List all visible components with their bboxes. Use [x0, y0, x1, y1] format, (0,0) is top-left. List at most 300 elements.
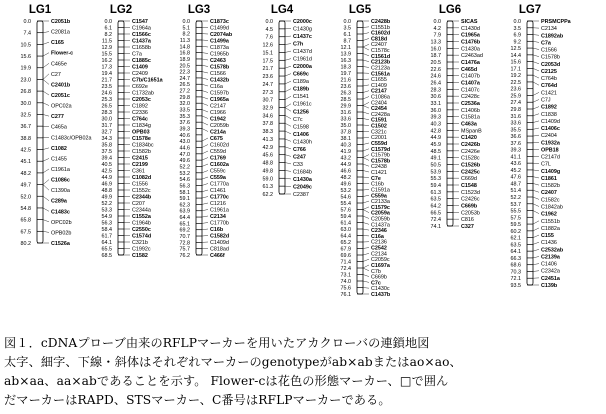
marker-connector: [202, 184, 208, 186]
marker-connector: [533, 41, 539, 42]
marker-connector: [363, 229, 369, 230]
marker-connector: [533, 177, 539, 178]
position-label: 65.1: [179, 221, 190, 228]
position-label: 44.9: [101, 175, 112, 181]
position-label: 40.6: [179, 132, 190, 139]
position-label: 7.4: [23, 30, 31, 37]
marker-label: C2407: [541, 190, 557, 197]
position-label: 53.2: [340, 188, 351, 194]
marker-connector: [43, 53, 49, 56]
position-label: 72.8: [179, 240, 190, 247]
position-label: 33.1: [430, 101, 441, 107]
marker-connector: [363, 253, 369, 255]
position-label: 36.0: [430, 107, 441, 114]
marker-label: C1684b: [293, 169, 312, 176]
marker-label: C27: [51, 71, 61, 78]
marker-connector: [533, 271, 539, 272]
marker-connector: [285, 139, 291, 141]
position-label: 40.3: [340, 142, 351, 149]
marker-label: C321b: [132, 240, 148, 246]
marker-connector: [202, 116, 208, 119]
position-label: 54.8: [20, 205, 31, 212]
marker-connector: [533, 183, 539, 185]
position-label: 53.9: [430, 169, 441, 176]
marker-label: C1437a: [371, 222, 390, 229]
position-label: 19.7: [340, 71, 351, 77]
marker-label: C764d: [541, 83, 558, 90]
marker-connector: [363, 60, 369, 62]
marker-label: C2053d: [541, 61, 561, 68]
marker-connector: [285, 66, 291, 68]
position-label: 34.6: [262, 113, 273, 120]
marker-connector: [285, 178, 291, 179]
position-label: 93.5: [510, 283, 521, 289]
position-label: 65.2: [340, 240, 351, 246]
position-label: 6.9: [513, 32, 521, 39]
marker-label: C1578b: [371, 158, 391, 165]
position-label: 16.2: [101, 58, 112, 64]
marker-connector: [533, 48, 539, 49]
marker-label: C2134: [541, 26, 557, 33]
marker-connector: [202, 145, 208, 148]
position-label: 22.5: [510, 79, 521, 86]
marker-connector: [43, 169, 49, 173]
caption-line: 太字、細字、下線・斜体はそれぞれマーカーのgenotypeがab×abまたはao×ao、: [4, 355, 462, 369]
position-label: 69.6: [340, 253, 351, 259]
position-label: 0.0: [265, 19, 273, 25]
marker-label: C1964a: [132, 25, 151, 32]
marker-label: C2344a: [132, 207, 151, 214]
position-label: 59.4: [340, 214, 351, 220]
marker-label: C1437d: [293, 49, 312, 56]
group-title: LG1: [28, 4, 52, 16]
marker-connector: [533, 107, 539, 109]
marker-label: C1430h: [293, 139, 312, 146]
position-label: 42.8: [430, 128, 441, 135]
marker-label: C1256: [293, 109, 309, 116]
marker-label: C2134: [210, 214, 226, 220]
marker-label: C2463ad: [461, 53, 483, 60]
marker-label: C7a: [541, 40, 551, 47]
marker-label: C1602d: [210, 142, 229, 149]
position-label: 47.6: [510, 174, 521, 181]
marker-label: C559a: [210, 175, 226, 181]
marker-connector: [363, 125, 369, 126]
position-label: 64.4: [179, 215, 190, 222]
group-title: LG2: [109, 4, 133, 16]
marker-label: C2136: [371, 239, 387, 246]
marker-label: C818d: [371, 36, 388, 43]
marker-label: C7J: [541, 97, 551, 104]
marker-connector: [202, 203, 208, 204]
position-label: 56.3: [179, 183, 190, 190]
position-label: 32.7: [101, 129, 112, 136]
position-label: 62.3: [179, 202, 190, 209]
position-label: 24.6: [430, 73, 441, 80]
marker-label: C1437c: [293, 34, 312, 41]
position-label: 5.1: [182, 25, 190, 32]
position-label: 53.3: [101, 207, 112, 214]
position-label: 0.0: [433, 19, 441, 25]
marker-label: C1421: [371, 170, 387, 177]
marker-connector: [43, 231, 49, 232]
marker-label: C1582b: [541, 183, 560, 190]
marker-connector: [202, 46, 208, 47]
marker-label: C1579b: [371, 152, 390, 159]
marker-label: C7e: [371, 175, 381, 182]
marker-label: C559d: [371, 140, 388, 147]
position-label: 8.7: [343, 38, 351, 45]
marker-label: OPB18: [541, 147, 559, 154]
marker-connector: [202, 164, 208, 166]
marker-label: C16a: [210, 84, 223, 90]
marker-label: C1406b: [461, 107, 480, 114]
marker-connector: [533, 242, 539, 244]
position-label: 38.8: [20, 135, 31, 142]
marker-label: C1547: [132, 19, 148, 25]
marker-label: C465e: [51, 61, 67, 68]
position-label: 22.3: [179, 69, 190, 76]
position-label: 63.5: [510, 242, 521, 249]
marker-label: C1892ab: [541, 33, 564, 40]
marker-connector: [363, 137, 369, 138]
marker-label: C1528c: [461, 155, 480, 162]
marker-label: C1483c/OPB02a: [51, 135, 92, 142]
position-label: 68.5: [101, 253, 112, 259]
marker-connector: [202, 65, 208, 66]
marker-label: C1437b: [371, 292, 391, 298]
position-label: 35.3: [179, 113, 190, 120]
marker-label: C289a: [51, 198, 67, 205]
marker-connector: [363, 248, 369, 249]
marker-label: OPC02a: [51, 103, 72, 110]
position-label: 26.5: [101, 103, 112, 110]
position-label: 14.8: [179, 44, 190, 51]
marker-label: C1548: [461, 183, 477, 189]
position-label: 45.1: [20, 159, 31, 166]
position-label: 76.2: [179, 253, 190, 259]
marker-connector: [43, 114, 49, 116]
position-label: 17.3: [101, 64, 112, 71]
marker-label: C2336: [132, 110, 148, 116]
marker-label: C1561a: [371, 71, 390, 78]
marker-connector: [285, 81, 291, 84]
position-label: 61.3: [262, 184, 273, 191]
position-label: 48.5: [430, 148, 441, 155]
marker-label: C764c: [132, 116, 148, 123]
marker-label: C1582d: [210, 233, 230, 240]
position-label: 59.4: [430, 183, 441, 189]
position-label: 29.9: [340, 103, 351, 110]
marker-label: C2401b: [51, 82, 71, 89]
marker-connector: [43, 32, 49, 33]
position-label: 67.5: [20, 229, 31, 236]
position-label: 25.9: [510, 93, 521, 100]
position-label: 33.6: [510, 120, 521, 127]
position-label: 44.9: [430, 135, 441, 142]
marker-connector: [202, 177, 208, 179]
position-label: 12.9: [101, 45, 112, 51]
marker-label: C189b: [293, 86, 310, 93]
position-label: 16.0: [430, 46, 441, 53]
position-label: 30.6: [430, 94, 441, 101]
position-label: 11.3: [179, 37, 190, 44]
marker-label: C214a: [210, 129, 226, 136]
marker-label: C1873c: [210, 19, 229, 25]
marker-label: C1437a: [132, 38, 151, 45]
marker-label: C2404: [371, 100, 387, 107]
marker-label: C1526a: [51, 241, 70, 247]
position-label: 75.6: [340, 285, 351, 292]
position-label: 59.1: [179, 196, 190, 203]
position-label: 17.1: [510, 66, 521, 73]
position-label: 36.7: [20, 124, 31, 131]
marker-label: C1409d: [541, 118, 560, 125]
marker-label: C2199: [132, 162, 148, 168]
marker-label: C2454: [371, 106, 387, 113]
marker-label: C2428c: [461, 94, 480, 101]
position-label: 55.5: [510, 208, 521, 215]
position-label: 66.3: [510, 255, 521, 262]
position-label: 23.5: [101, 84, 112, 90]
marker-connector: [285, 51, 291, 52]
marker-label: C2426e: [461, 148, 480, 155]
position-label: 48.2: [340, 175, 351, 181]
marker-label: C1086a: [371, 94, 390, 101]
marker-connector: [202, 91, 208, 93]
marker-connector: [533, 264, 539, 265]
marker-label: C2438: [371, 164, 387, 171]
marker-label: C139b: [541, 283, 558, 289]
marker-label: C1770c: [210, 194, 229, 201]
marker-connector: [202, 40, 208, 41]
marker-label: C1892: [541, 104, 557, 111]
marker-connector: [533, 121, 539, 123]
marker-connector: [202, 138, 208, 141]
position-label: 41.9: [340, 149, 351, 155]
marker-label: C2550c: [132, 227, 151, 233]
position-label: 65.8: [20, 217, 31, 224]
marker-connector: [363, 143, 369, 145]
marker-label: Flower-c: [51, 50, 74, 57]
marker-label: C1932a: [541, 140, 560, 147]
marker-connector: [202, 84, 208, 86]
position-label: 45.6: [262, 152, 273, 159]
marker-label: C2451a: [541, 275, 560, 282]
marker-label: C2053c: [132, 97, 151, 103]
marker-connector: [202, 122, 208, 125]
marker-label: C2532ab: [541, 247, 564, 254]
position-label: 72.1: [510, 276, 521, 283]
marker-connector: [202, 78, 208, 80]
marker-connector: [202, 216, 208, 217]
marker-connector: [363, 189, 369, 190]
marker-label: C1409g: [541, 168, 561, 175]
marker-connector: [285, 155, 291, 157]
marker-connector: [43, 126, 49, 127]
marker-label: C2000c: [293, 19, 312, 25]
marker-connector: [363, 201, 369, 203]
position-label: 20.5: [179, 63, 190, 70]
marker-connector: [202, 197, 208, 199]
position-label: 34.3: [101, 136, 112, 142]
marker-label: C2428b: [371, 19, 391, 25]
position-label: 65.5: [101, 246, 112, 253]
marker-label: C559d: [210, 149, 226, 155]
marker-label: C2051b: [51, 19, 71, 25]
marker-label: C1578b: [541, 54, 560, 61]
marker-connector: [285, 123, 291, 126]
marker-label: C2536a: [461, 101, 480, 107]
marker-label: C16b: [210, 227, 224, 233]
marker-label: C1992c: [132, 246, 151, 253]
position-label: 57.5: [510, 215, 521, 222]
position-label: 43.6: [510, 161, 521, 168]
marker-label: C155: [541, 233, 554, 240]
position-label: 55.4: [340, 201, 351, 207]
position-label: 46.6: [340, 168, 351, 175]
position-label: 57.6: [340, 207, 351, 214]
position-label: 35.5: [510, 127, 521, 134]
marker-label: C766: [293, 146, 306, 153]
position-label: 36.6: [510, 134, 521, 141]
marker-label: C1420: [461, 135, 477, 142]
marker-label: C1834bc: [132, 142, 154, 149]
marker-label: C1838: [541, 111, 557, 118]
marker-connector: [533, 204, 539, 207]
marker-label: C1483c: [51, 209, 70, 216]
position-label: 61.7: [101, 233, 112, 240]
marker-connector: [363, 268, 369, 271]
position-label: 44.9: [340, 162, 351, 168]
position-label: 59.0: [262, 176, 273, 183]
marker-connector: [285, 96, 291, 99]
position-label: 3.5: [513, 25, 521, 32]
position-label: 72.4: [430, 217, 441, 224]
position-label: 9.2: [513, 39, 521, 46]
position-label: 76.1: [340, 292, 351, 298]
marker-label: C1873a: [210, 45, 229, 51]
position-label: 24.6: [101, 90, 112, 97]
position-label: 13.3: [430, 39, 441, 46]
marker-connector: [533, 128, 539, 129]
position-label: 37.6: [179, 120, 190, 127]
position-label: 52.2: [101, 201, 112, 207]
marker-label: C669c: [293, 71, 309, 78]
marker-label: C2463: [210, 58, 226, 64]
marker-label: SICAS: [461, 19, 478, 25]
marker-connector: [363, 54, 369, 56]
marker-label: C207: [132, 201, 145, 207]
marker-connector: [285, 74, 291, 76]
position-label: 35.8: [101, 142, 112, 149]
marker-label: C2409: [132, 71, 148, 77]
position-label: 10.5: [20, 42, 31, 49]
marker-connector: [43, 137, 49, 138]
marker-label: C1409: [132, 64, 148, 71]
marker-connector: [202, 190, 208, 192]
position-label: 73.1: [340, 272, 351, 279]
position-label: 15.6: [20, 54, 31, 61]
position-label: 63.0: [340, 227, 351, 233]
chromosome-bar: [196, 21, 202, 255]
position-label: 24.7: [262, 81, 273, 88]
marker-connector: [285, 131, 291, 134]
marker-label: C1597b: [210, 90, 229, 97]
marker-label: C1566: [541, 47, 557, 54]
marker-label: C1658b: [132, 45, 151, 51]
marker-connector: [202, 59, 208, 60]
position-label: 72.4: [340, 266, 351, 272]
marker-connector: [202, 223, 208, 224]
position-label: 45.2: [510, 167, 521, 174]
position-label: 12.1: [340, 45, 351, 51]
marker-connector: [533, 82, 539, 85]
marker-connector: [43, 196, 49, 200]
marker-label: C1216: [210, 201, 226, 207]
marker-label: C1082: [51, 145, 67, 152]
marker-label: C1598: [293, 124, 309, 131]
position-label: 31.6: [510, 113, 521, 120]
position-label: 29.8: [510, 107, 521, 113]
position-label: 54.6: [340, 194, 351, 201]
position-label: 42.9: [262, 144, 273, 151]
caption-line: だマーカーはRAPD、STSマーカー、C番号はRFLPマーカーである。: [4, 393, 391, 407]
marker-connector: [202, 236, 208, 237]
marker-connector: [43, 91, 49, 95]
position-label: 80.2: [20, 241, 31, 247]
marker-label: C1942: [210, 116, 226, 123]
group-title: LG3: [187, 4, 211, 16]
position-label: 23.6: [340, 84, 351, 90]
marker-connector: [43, 42, 49, 44]
marker-label: C2147: [371, 88, 387, 95]
marker-label: C1578c: [371, 48, 390, 55]
position-label: 45.9: [430, 142, 441, 148]
marker-label: C1499a: [210, 38, 229, 45]
marker-connector: [285, 104, 291, 108]
position-label: 21.7: [101, 77, 112, 84]
marker-label: C1892: [132, 103, 148, 110]
marker-label: C321c: [371, 129, 387, 136]
position-label: 0.0: [182, 19, 190, 25]
marker-connector: [363, 281, 369, 282]
marker-connector: [533, 114, 539, 116]
marker-connector: [363, 171, 369, 173]
marker-connector: [285, 147, 291, 149]
marker-connector: [363, 102, 369, 105]
marker-label: C669b: [371, 274, 387, 281]
marker-label: C2059c: [371, 257, 390, 264]
position-label: 4.5: [265, 26, 273, 33]
marker-connector: [363, 265, 369, 268]
marker-connector: [363, 44, 369, 47]
marker-label: C1581a: [461, 114, 480, 121]
marker-label: C1961a: [51, 167, 70, 173]
marker-label: C1461: [210, 188, 226, 194]
marker-connector: [202, 151, 208, 154]
marker-label: C189a: [293, 79, 309, 86]
marker-connector: [533, 249, 539, 251]
marker-connector: [533, 163, 539, 164]
marker-connector: [285, 115, 291, 118]
marker-connector: [363, 275, 369, 277]
marker-label: OPB03: [132, 129, 150, 136]
position-label: 74.1: [430, 224, 441, 230]
marker-label: C1407a: [461, 80, 480, 87]
position-label: 18.9: [179, 56, 190, 63]
position-label: 49.8: [262, 168, 273, 175]
